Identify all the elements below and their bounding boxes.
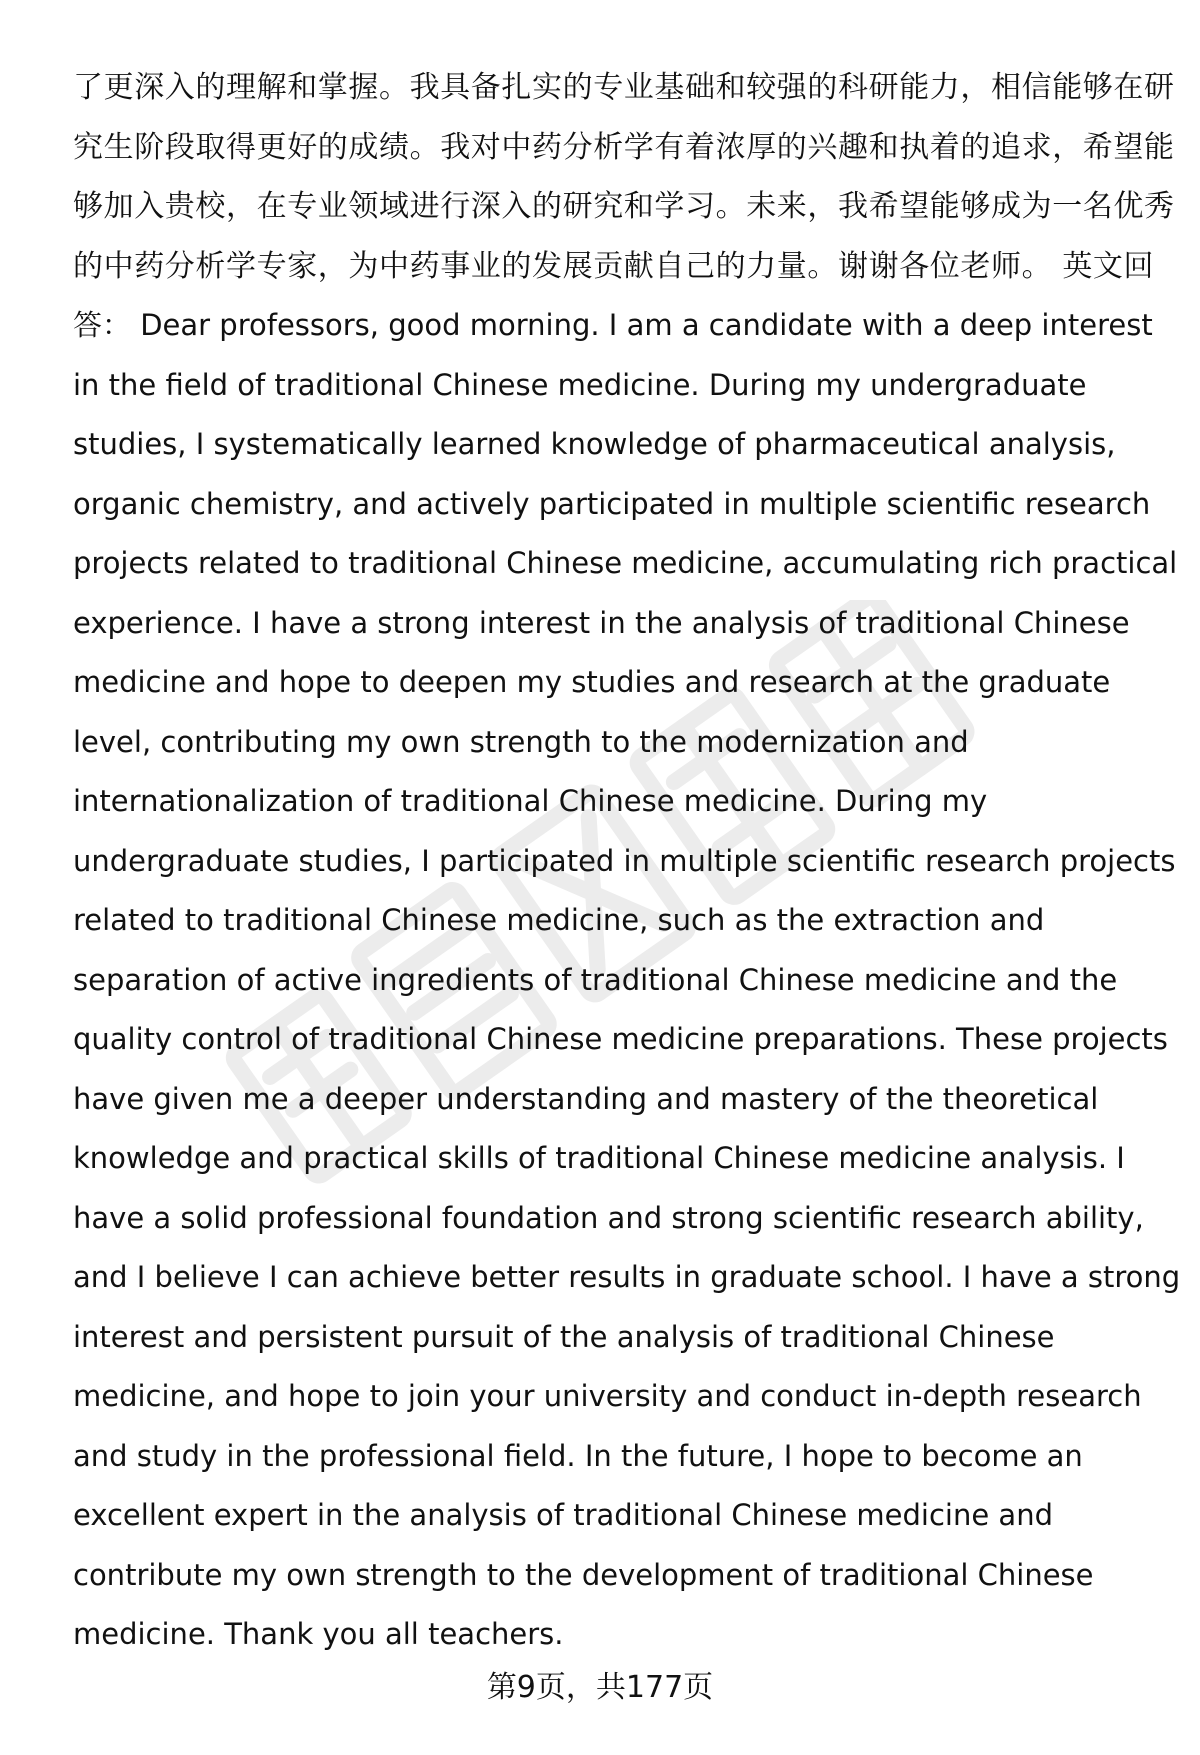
- text-line: have given me a deeper understanding and mastery of the theoretical: [73, 1081, 1099, 1116]
- text-line: level, contributing my own strength to the modernization and: [73, 724, 969, 759]
- text-line: undergraduate studies, I participated in multiple scientific research projects: [73, 843, 1176, 878]
- text-line: studies, I systematically learned knowledge of pharmaceutical analysis,: [73, 427, 1116, 461]
- text-line: in the field of traditional Chinese medicine. During my undergraduate: [73, 367, 1087, 402]
- text-line: knowledge and practical skills of traditional Chinese medicine analysis. I: [73, 1141, 1125, 1175]
- text-line: 了更深入的理解和掌握。我具备扎实的专业基础和较强的科研能力，相信能够在研: [73, 70, 1175, 105]
- text-line: quality control of traditional Chinese medicine preparations. These projects: [73, 1022, 1168, 1056]
- text-line: separation of active ingredients of traditional Chinese medicine and the: [73, 962, 1118, 997]
- text-line: internationalization of traditional Chinese medicine. During my: [73, 784, 988, 818]
- page-number-footer: 第9页，共177页: [486, 1670, 714, 1705]
- text-line: 究生阶段取得更好的成绩。我对中药分析学有着浓厚的兴趣和执着的追求，希望能: [73, 129, 1175, 165]
- text-line: medicine, and hope to join your university and conduct in-depth research: [73, 1379, 1142, 1413]
- text-line: projects related to traditional Chinese medicine, accumulating rich practical: [73, 546, 1178, 580]
- text-line: excellent expert in the analysis of traditional Chinese medicine and: [73, 1498, 1053, 1532]
- text-line: interest and persistent pursuit of the analysis of traditional Chinese: [73, 1319, 1055, 1354]
- text-line: have a solid professional foundation and strong scientific research ability,: [73, 1200, 1144, 1235]
- text-line: contribute my own strength to the development of traditional Chinese: [73, 1557, 1094, 1592]
- text-line: medicine. Thank you all teachers.: [73, 1617, 564, 1651]
- text-line: experience. I have a strong interest in the analysis of traditional Chinese: [73, 605, 1130, 640]
- text-line: related to traditional Chinese medicine, such as the extraction and: [73, 903, 1045, 937]
- text-line: 的中药分析学专家，为中药事业的发展贡献自己的力量。谢谢各位老师。 英文回: [73, 248, 1155, 284]
- text-line: and study in the professional field. In the future, I hope to become an: [73, 1438, 1083, 1473]
- document-body: [73, 58, 1181, 1665]
- text-line: medicine and hope to deepen my studies and research at the graduate: [73, 665, 1111, 699]
- text-line: 答： Dear professors, good morning. I am a candidate with a deep interest: [73, 308, 1153, 342]
- text-line: organic chemistry, and actively participated in multiple scientific research: [73, 486, 1151, 521]
- text-line: and I believe I can achieve better results in graduate school. I have a strong: [73, 1260, 1181, 1294]
- text-line: 够加入贵校，在专业领域进行深入的研究和学习。未来，我希望能够成为一名优秀: [73, 189, 1175, 224]
